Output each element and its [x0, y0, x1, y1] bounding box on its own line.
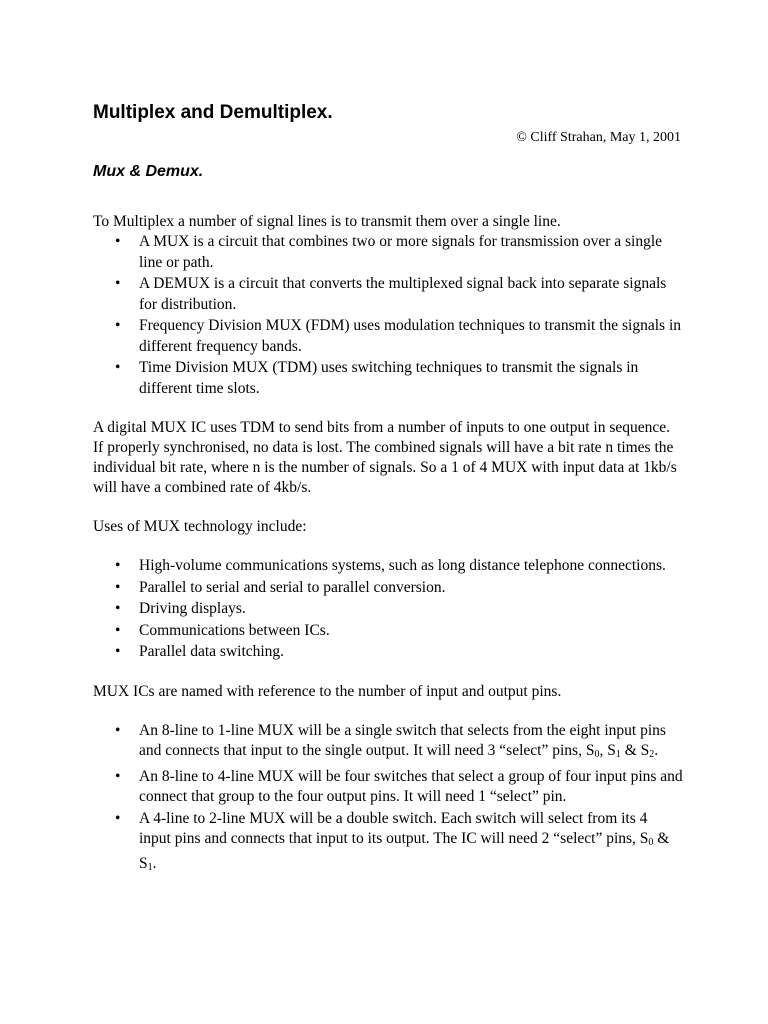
list-item: • A MUX is a circuit that combines two or more signals for transmission over a single line or path. — [115, 233, 663, 271]
list-item: • A DEMUX is a circuit that converts the multiplexed signal back into separate signals for distribution. — [115, 275, 667, 313]
page-title: Multiplex and Demultiplex. — [93, 102, 333, 123]
bullet-icon: • — [115, 359, 121, 376]
bullet-icon: • — [115, 275, 121, 292]
bullet-icon: • — [115, 643, 121, 660]
bullet-icon: • — [115, 317, 121, 334]
section-subtitle: Mux & Demux. — [93, 163, 204, 180]
copyright-line: © Cliff Strahan, May 1, 2001 — [516, 130, 681, 145]
bullet-icon: • — [115, 621, 121, 639]
naming-paragraph: MUX ICs are named with reference to the number of input and output pins. — [93, 682, 562, 700]
bullet-icon: • — [115, 600, 121, 617]
naming-list — [93, 721, 683, 879]
list-item: • Communications between ICs. — [93, 621, 683, 642]
bullet-icon: • — [115, 767, 121, 785]
list-item: • Frequency Division MUX (FDM) uses modulation techniques to transmit the signals in different frequency bands. — [115, 317, 682, 355]
bullet-icon: • — [115, 721, 121, 739]
definitions-list — [93, 232, 683, 399]
list-item: • Time Division MUX (TDM) uses switching techniques to transmit the signals in different time slots. — [115, 359, 639, 397]
list-item: • High-volume communications systems, such as long distance telephone connections. — [93, 556, 683, 577]
list-item: • Parallel data switching. — [93, 642, 683, 663]
bullet-icon: • — [115, 809, 121, 827]
document-page — [93, 100, 683, 879]
bullet-icon: • — [115, 233, 121, 250]
uses-list — [93, 556, 683, 663]
digital-mux-paragraph: A digital MUX IC uses TDM to send bits from a number of inputs to one output in sequence. If properly synchronised, no data is lost. The combined signals will have a bit rate n times the individual bit rate, where n is the number of signals. So a 1 of 4 MUX with input data at 1kb/s will have a combined rate of 4kb/s. — [93, 419, 677, 496]
intro-paragraph: To Multiplex a number of signal lines is to transmit them over a single line. — [93, 213, 561, 230]
list-item: • An 8-line to 4-line MUX will be four switches that select a group of four input pins and connect that group to the four output pins. It will need 1 “select” pin. — [115, 767, 683, 805]
list-item: • An 8-line to 1-line MUX will be a single switch that selects from the eight input pins and connects that input to the single output. It will need 3 “select” pins, $S_0$, $S_1$ & $S_2$. — [115, 721, 666, 760]
bullet-icon: • — [115, 557, 121, 574]
list-item: • Parallel to serial and serial to parallel conversion. — [93, 578, 683, 599]
list-item: • Driving displays. — [93, 599, 683, 620]
bullet-icon: • — [115, 578, 121, 596]
list-item: • A 4-line to 2-line MUX will be a double switch. Each switch will select from its 4 input pins and connects that input to its output. The IC will need 2 “select” pins, $S_0$ & $S_1$. — [115, 809, 670, 873]
uses-heading: Uses of MUX technology include: — [93, 518, 307, 535]
